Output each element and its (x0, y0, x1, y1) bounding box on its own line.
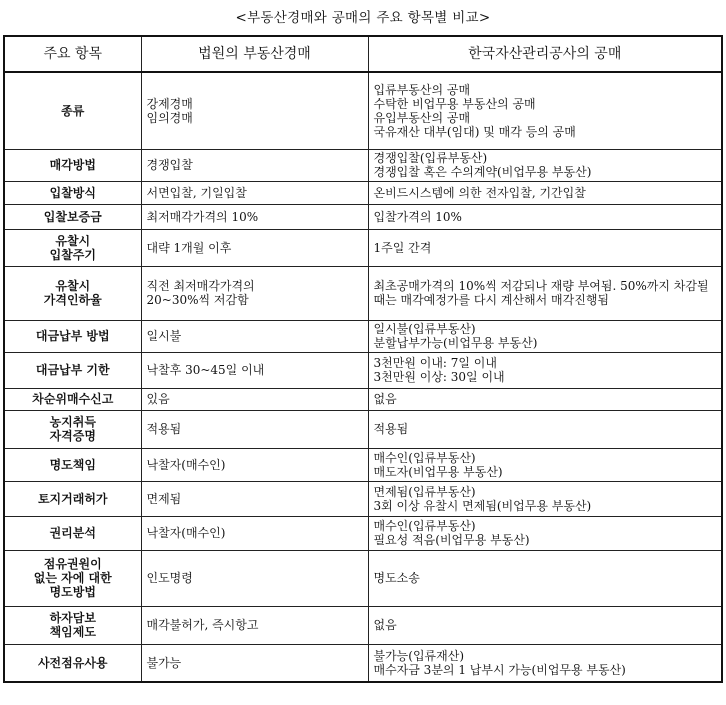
item-cell-line: 매각방법 (49, 158, 96, 172)
item-cell-line: 권리분석 (49, 526, 96, 540)
item-cell-line: 토지거래허가 (37, 491, 108, 506)
table-row (4, 550, 722, 606)
kamco-cell-line: 입류부동산의 공매 (373, 82, 471, 97)
court-cell-line: 일시불 (146, 329, 182, 343)
court-cell-line: 낙찰자(매수인) (146, 526, 226, 540)
kamco-cell-line: 3천만원 이상: 30일 이내 (373, 370, 505, 384)
kamco-cell (368, 481, 722, 516)
kamco-cell (368, 644, 722, 682)
item-cell-line: 유찰시 (55, 279, 91, 293)
court-cell-line: 강제경매 (146, 96, 193, 111)
table-row (4, 181, 722, 204)
item-cell-line: 유찰시 (55, 233, 91, 248)
table-row (4, 448, 722, 481)
item-cell-line: 명도방법 (49, 585, 96, 599)
table-row (4, 229, 722, 266)
court-cell (141, 149, 368, 181)
court-cell-line: 있음 (146, 392, 170, 406)
item-cell (4, 352, 141, 388)
kamco-cell-line: 매도자(비업무용 부동산) (373, 464, 503, 479)
court-cell (141, 204, 368, 229)
kamco-cell (368, 352, 722, 388)
court-cell (141, 606, 368, 644)
kamco-cell (368, 320, 722, 352)
item-cell (4, 388, 141, 410)
court-cell (141, 410, 368, 448)
court-cell (141, 550, 368, 606)
kamco-cell-line: 3회 이상 유찰시 면제됨(비업무용 부동산) (373, 498, 592, 513)
table-row (4, 266, 722, 320)
table-row (4, 410, 722, 448)
table-row (4, 606, 722, 644)
item-cell (4, 266, 141, 320)
kamco-cell-line: 1주일 간격 (373, 240, 432, 255)
kamco-cell-line: 없음 (373, 392, 397, 406)
kamco-cell-line: 유입부동산의 공매 (373, 110, 471, 125)
item-cell-line: 입찰보증금 (43, 209, 102, 224)
kamco-cell-line: 3천만원 이내: 7일 이내 (373, 356, 497, 370)
header-row (4, 36, 722, 72)
item-cell (4, 320, 141, 352)
item-cell (4, 448, 141, 481)
table-row (4, 204, 722, 229)
kamco-cell-line: 불가능(입류재산) (373, 648, 465, 663)
item-cell (4, 516, 141, 550)
kamco-cell (368, 550, 722, 606)
item-cell (4, 181, 141, 204)
court-cell-line: 불가능 (146, 655, 182, 670)
court-cell-line: 경쟁입찰 (146, 158, 193, 172)
item-cell-line: 대금납부 방법 (35, 329, 110, 343)
kamco-cell-line: 경쟁입찰(입류부동산) (373, 151, 488, 165)
table-row (4, 388, 722, 410)
item-cell-line: 입찰주기 (49, 247, 96, 262)
court-cell-line: 임의경매 (146, 110, 193, 125)
item-cell-line: 가격인하율 (43, 293, 102, 307)
court-cell (141, 388, 368, 410)
kamco-cell (368, 181, 722, 204)
court-cell-line: 인도명령 (146, 571, 193, 585)
kamco-cell (368, 448, 722, 481)
header-court-auction: 법원의 부동산경매 (141, 36, 368, 72)
item-cell-line: 책임제도 (49, 625, 96, 639)
court-cell (141, 644, 368, 682)
table-row (4, 352, 722, 388)
court-cell (141, 72, 368, 149)
kamco-cell-line: 적용됨 (373, 422, 409, 436)
header-item: 주요 항목 (4, 36, 141, 72)
court-cell-line: 낙찰자(매수인) (146, 457, 226, 472)
item-cell (4, 481, 141, 516)
kamco-cell (368, 229, 722, 266)
item-cell (4, 204, 141, 229)
court-cell (141, 320, 368, 352)
item-cell-line: 농지취득 (49, 415, 96, 429)
kamco-cell-line: 온비드시스템에 의한 전자입찰, 기간입찰 (373, 185, 586, 200)
item-cell-line: 차순위매수신고 (32, 392, 114, 406)
item-cell-line: 자격증명 (49, 429, 96, 443)
table-row (4, 644, 722, 682)
table-title: <부동산경매와 공매의 주요 항목별 비교> (235, 10, 491, 26)
court-cell-line: 낙찰후 30~45일 이내 (146, 363, 265, 377)
table-row (4, 516, 722, 550)
court-cell-line: 적용됨 (146, 422, 182, 436)
header-public-sale: 한국자산관리공사의 공매 (368, 36, 722, 72)
court-cell (141, 481, 368, 516)
table-row (4, 72, 722, 149)
kamco-cell-line: 분할납부가능(비업무용 부동산) (373, 336, 538, 350)
table-row (4, 320, 722, 352)
item-cell (4, 644, 141, 682)
court-cell (141, 516, 368, 550)
kamco-cell (368, 266, 722, 320)
court-cell (141, 448, 368, 481)
kamco-cell-line: 매수자금 3분의 1 납부시 가능(비업무용 부동산) (373, 662, 626, 677)
kamco-cell-line: 면제됨(입류부동산) (373, 484, 476, 499)
table-row (4, 149, 722, 181)
item-cell-line: 하자담보 (49, 611, 96, 625)
court-cell-line: 서면입찰, 기일입찰 (146, 185, 247, 200)
kamco-cell-line: 매수인(입류부동산) (373, 450, 476, 465)
item-cell (4, 606, 141, 644)
kamco-cell (368, 72, 722, 149)
kamco-cell-line: 입찰가격의 10% (373, 209, 462, 224)
court-cell (141, 229, 368, 266)
item-cell (4, 149, 141, 181)
item-cell-line: 사전점유사용 (37, 655, 108, 670)
kamco-cell-line: 매수인(입류부동산) (373, 519, 476, 533)
kamco-cell-line: 수탁한 비업무용 부동산의 공매 (373, 96, 536, 111)
court-cell-line: 매각불허가, 즉시항고 (146, 618, 259, 632)
kamco-cell-line: 경쟁입찰 혹은 수의계약(비업무용 부동산) (373, 165, 592, 179)
court-cell-line: 최저매각가격의 10% (146, 209, 259, 224)
item-cell-line: 종류 (61, 103, 85, 118)
kamco-cell-line: 필요성 적음(비업무용 부동산) (373, 533, 530, 547)
item-cell-line: 입찰방식 (49, 185, 96, 200)
item-cell (4, 72, 141, 149)
court-cell-line: 20~30%씩 저감함 (146, 293, 249, 307)
comparison-table (3, 35, 723, 683)
item-cell-line: 대금납부 기한 (35, 363, 110, 377)
item-cell (4, 550, 141, 606)
court-cell-line: 직전 최저매각가격의 (146, 279, 255, 293)
kamco-cell (368, 606, 722, 644)
kamco-cell (368, 410, 722, 448)
item-cell-line: 명도책임 (49, 457, 96, 472)
table-row (4, 481, 722, 516)
kamco-cell (368, 388, 722, 410)
kamco-cell-line: 최초공매가격의 10%씩 저감되나 재량 부여됨. 50%까지 차감될 때는 매각예정가를 다시 계산해서 매각진행됨 (373, 279, 709, 307)
kamco-cell-line: 명도소송 (373, 571, 420, 585)
kamco-cell (368, 149, 722, 181)
court-cell-line: 면제됨 (146, 491, 182, 506)
kamco-cell-line: 일시불(입류부동산) (373, 322, 476, 336)
court-cell (141, 181, 368, 204)
item-cell (4, 410, 141, 448)
item-cell (4, 229, 141, 266)
kamco-cell-line: 국유재산 대부(임대) 및 매각 등의 공매 (373, 124, 576, 139)
item-cell-line: 점유권원이 (43, 557, 102, 571)
court-cell-line: 대략 1개월 이후 (146, 240, 232, 255)
court-cell (141, 352, 368, 388)
court-cell (141, 266, 368, 320)
kamco-cell (368, 516, 722, 550)
kamco-cell-line: 없음 (373, 618, 397, 632)
kamco-cell (368, 204, 722, 229)
item-cell-line: 없는 자에 대한 (33, 571, 112, 585)
